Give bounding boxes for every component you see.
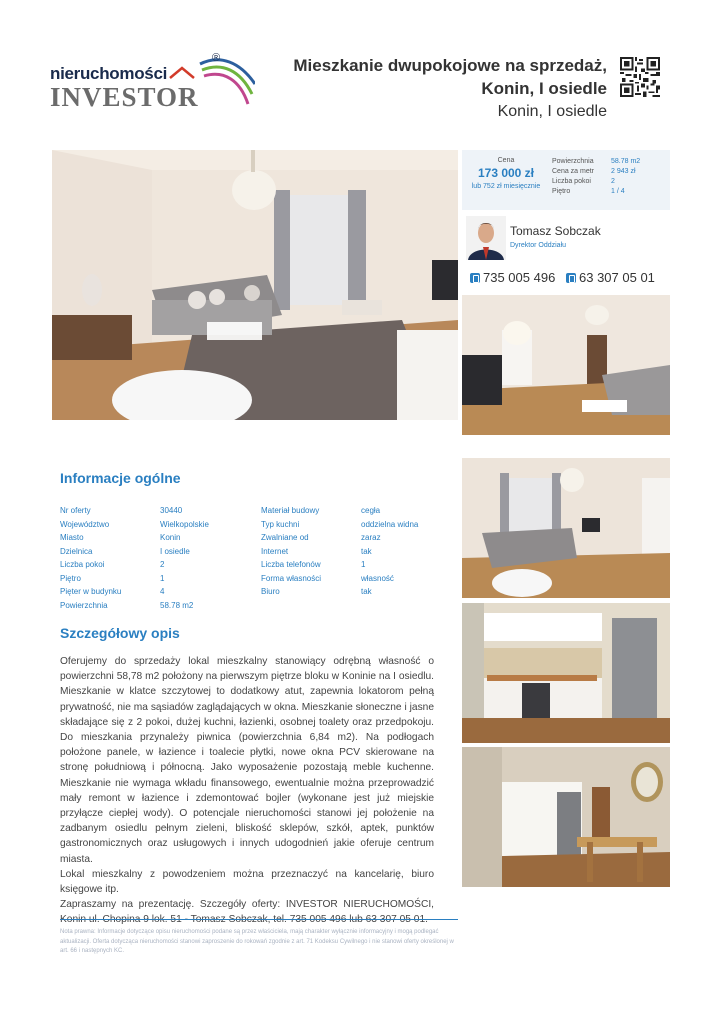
main-photo-living-room[interactable] (52, 150, 458, 420)
info-row: Forma własności własność (261, 573, 394, 583)
photo-living-room-3[interactable] (462, 458, 670, 598)
info-row: Liczba pokoi 2 (60, 560, 165, 570)
info-row: Miasto Konin (60, 533, 181, 543)
description-text (60, 654, 434, 928)
divider (60, 919, 458, 920)
photo-kitchen-2[interactable] (462, 747, 670, 887)
price-value: 173 000 zł (477, 166, 535, 180)
info-row: Nr oferty 30440 (60, 506, 183, 516)
phone-number-office: 63 307 05 01 (579, 270, 655, 285)
phone-icon (470, 273, 480, 283)
description-body: Oferujemy do sprzedaży lokal mieszkalny stanowiący odrębną własność o powierzchni 58,78 m2 położony na pierwszym piętrze bloku w Koninie na I osiedlu. Mieszkanie w klatce szczytowej to dodatkowy atut, zapewnia lokatorom pełną prywatność, nie ma sąsiadów zaglądających w okna. Mieszkanie słoneczne i jasne składające się z 2 pokoi, dużej kuchni, łazienki, osobnej toalety oraz przedpokoju. Do mieszkania przynależy piwnica (powierzchnia 6,84 m2). Na podłogach położone panele, w łazience i toalecie płytki, nowe okna PCV skierowane na stronę południową i północną. Jako wyposażenie pozostają meble kuchenne. Mieszkanie nie wymaga wkładu finansowego, ewentualnie można przeprowadzić mały remont w łazience i zdemontować bojler (wykonane jest już miejskie przyłącze ciepłej wody). O potencjale nieruchomości stanowi jej położenie na zadbanym osiedlu pełnym zieleni, bliskość sklepów, szkół, aptek, punktów gastronomicznych oraz usługowych i innych udogodnień jakie oferuje centrum miasta. Lokal mieszkalny z powodzeniem można przeznaczyć na kancelarię, biuro księgowe itp. Zapraszamy na prezentację. Szczegóły oferty: INVESTOR NIERUCHOMOŚCI, (60, 656, 434, 911)
info-row: Typ kuchni oddzielna widna (261, 519, 419, 529)
listing-title: Mieszkanie dwupokojowe na sprzedaż, Konin, I osiedle (293, 56, 607, 98)
logo-text-bottom: INVESTOR (50, 82, 199, 112)
legal-note: Nota prawna: Informacje dotyczące opisu nieruchomości podane są przez właściciela, mają charakter wyłącznie informacyjny i mogą podlegać aktualizacji. Oferta dotycząca nieruchomości stanowi zaproszenie do rokowań zgodnie z art. 71 Kodeksu Cywilnego i nie stanowi oferty określonej w art. 66 i następnych KC. (60, 929, 454, 955)
stat-price-per-meter: Cena za metr 2 943 zł (552, 168, 636, 175)
info-row: Liczba telefonów 1 (261, 560, 366, 570)
phone-icon (566, 273, 576, 283)
listing-location: Konin, I osiedle (497, 103, 607, 120)
photo-living-room-2[interactable] (462, 295, 670, 435)
stat-floor: Piętro 1 / 4 (552, 188, 625, 195)
logo-text-top: nieruchomości (50, 64, 168, 83)
price-summary-box (462, 150, 670, 210)
phone-link-mobile[interactable] (470, 270, 555, 285)
company-logo (50, 52, 250, 110)
logo-registered-mark: ® (212, 52, 221, 64)
stat-rooms: Liczba pokoi 2 (552, 178, 615, 185)
phone-link-office[interactable] (566, 270, 655, 285)
info-row: Powierzchnia 58.78 m2 (60, 600, 194, 610)
photo-kitchen[interactable] (462, 603, 670, 743)
section-heading-general-info: Informacje ogólne (60, 470, 181, 486)
info-row: Piętro 1 (60, 573, 165, 583)
info-row: Biuro tak (261, 587, 372, 597)
info-row: Internet tak (261, 546, 372, 556)
price-label: Cena (497, 157, 515, 164)
agent-name: Tomasz Sobczak (510, 224, 601, 238)
info-row: Dzielnica I osiedle (60, 546, 190, 556)
monthly-price: lub 752 zł miesięcznie (471, 183, 541, 190)
agent-role: Dyrektor Oddziału (510, 242, 567, 249)
info-row: Materiał budowy cegła (261, 506, 381, 516)
info-row: Zwalniane od zaraz (261, 533, 381, 543)
agent-avatar (466, 216, 506, 260)
qr-code-icon (620, 57, 660, 97)
info-row: Pięter w budynku 4 (60, 587, 165, 597)
phone-number-mobile: 735 005 496 (483, 270, 556, 285)
section-heading-description: Szczegółowy opis (60, 625, 180, 641)
info-row: Województwo Wielkopolskie (60, 519, 209, 529)
stat-area: Powierzchnia 58.78 m2 (552, 158, 641, 165)
